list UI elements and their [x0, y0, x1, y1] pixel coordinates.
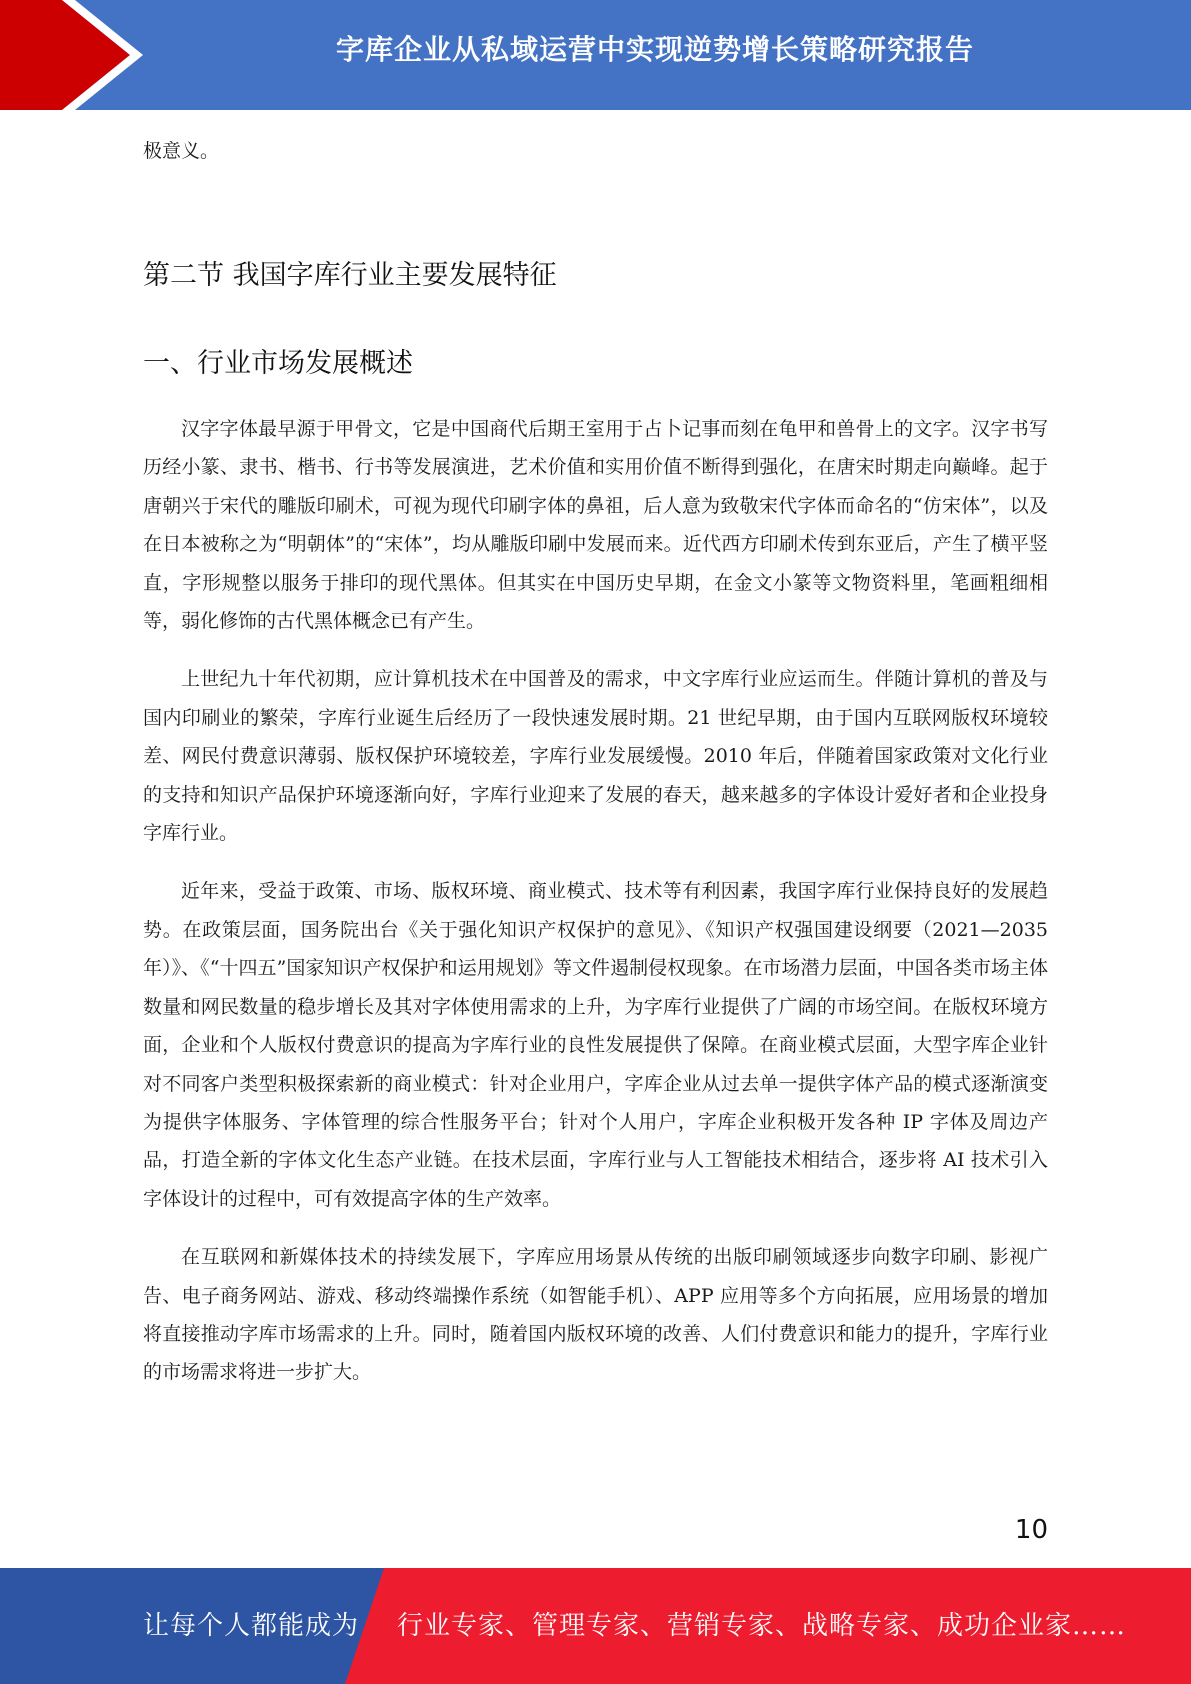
body-paragraph: 在互联网和新媒体技术的持续发展下，字库应用场景从传统的出版印刷领域逐步向数字印刷、影视广告、电子商务网站、游戏、移动终端操作系统（如智能手机）、APP 应用等多个方向拓展，应用场景的增加将直接推动字库市场需求的上升。同时，随着国内版权环境的改善、人们付费意识和能力的提升，字库行业的市场需求将进一步扩大。 [143, 1246, 1048, 1384]
sub-heading: 一、行业市场发展概述 [143, 348, 413, 379]
page-footer [0, 1568, 1191, 1684]
page-number: 10 [1014, 1515, 1048, 1545]
report-title: 字库企业从私域运营中实现逆势增长策略研究报告 [335, 33, 974, 66]
footer-slogan-right: 行业专家、管理专家、营销专家、战略专家、成功企业家…… [397, 1611, 1127, 1641]
body-paragraph: 近年来，受益于政策、市场、版权环境、商业模式、技术等有利因素，我国字库行业保持良好的发展趋势。在政策层面，国务院出台《关于强化知识产权保护的意见》、《知识产权强国建设纲要（2021—2035 年）》、《“十四五”国家知识产权保护和运用规划》等文件遏制侵权现象。在市场潜力层面，中国各类市场主体数量和网民数量的稳步增长及其对字体使用需求的上升，为字库行业提供了广阔的市场空间。在版权环境方面，企业和个人版权付费意识的提高为字库行业的良性发展提供了保障。在商业模式层面，大型字库企业针对不同客户类型积极探索新的商业模式：针对企业用户，字库企业从过去单一提供字体产品的模式逐渐演变为提供字体服务、字体管理的综合性服务平台；针对个人用户，字库企业积极开发各种 IP 字体及周边产品，打造全新的字体文化生态产业链。在技术层面，字库行业与人工智能技术相结合，逐步将 AI 技术引入字体设计的过程中，可有效提高字体的生产效率。 [143, 880, 1048, 1210]
page-header [0, 0, 1191, 110]
page-content [143, 132, 1048, 1392]
header-chevron-graphic [0, 0, 150, 110]
footer-slogan-left: 让每个人都能成为 [143, 1611, 360, 1641]
body-paragraph: 上世纪九十年代初期，应计算机技术在中国普及的需求，中文字库行业应运而生。伴随计算机的普及与国内印刷业的繁荣，字库行业诞生后经历了一段快速发展时期。21 世纪早期，由于国内互联网版权环境较差、网民付费意识薄弱、版权保护环境较差，字库行业发展缓慢。2010 年后，伴随着国家政策对文化行业的支持和知识产品保护环境逐渐向好，字库行业迎来了发展的春天，越来越多的字体设计爱好者和企业投身字库行业。 [143, 668, 1048, 845]
continued-text: 极意义。 [143, 140, 220, 162]
body-paragraph: 汉字字体最早源于甲骨文，它是中国商代后期王室用于占卜记事而刻在龟甲和兽骨上的文字。汉字书写历经小篆、隶书、楷书、行书等发展演进，艺术价值和实用价值不断得到强化，在唐宋时期走向巅峰。起于唐朝兴于宋代的雕版印刷术，可视为现代印刷字体的鼻祖，后人意为致敬宋代字体而命名的“仿宋体”，以及在日本被称之为“明朝体”的“宋体”，均从雕版印刷中发展而来。近代西方印刷术传到东亚后，产生了横平竖直，字形规整以服务于排印的现代黑体。但其实在中国历史早期，在金文小篆等文物资料里，笔画粗细相等，弱化修饰的古代黑体概念已有产生。 [143, 418, 1048, 633]
section-heading: 第二节 我国字库行业主要发展特征 [143, 260, 557, 291]
